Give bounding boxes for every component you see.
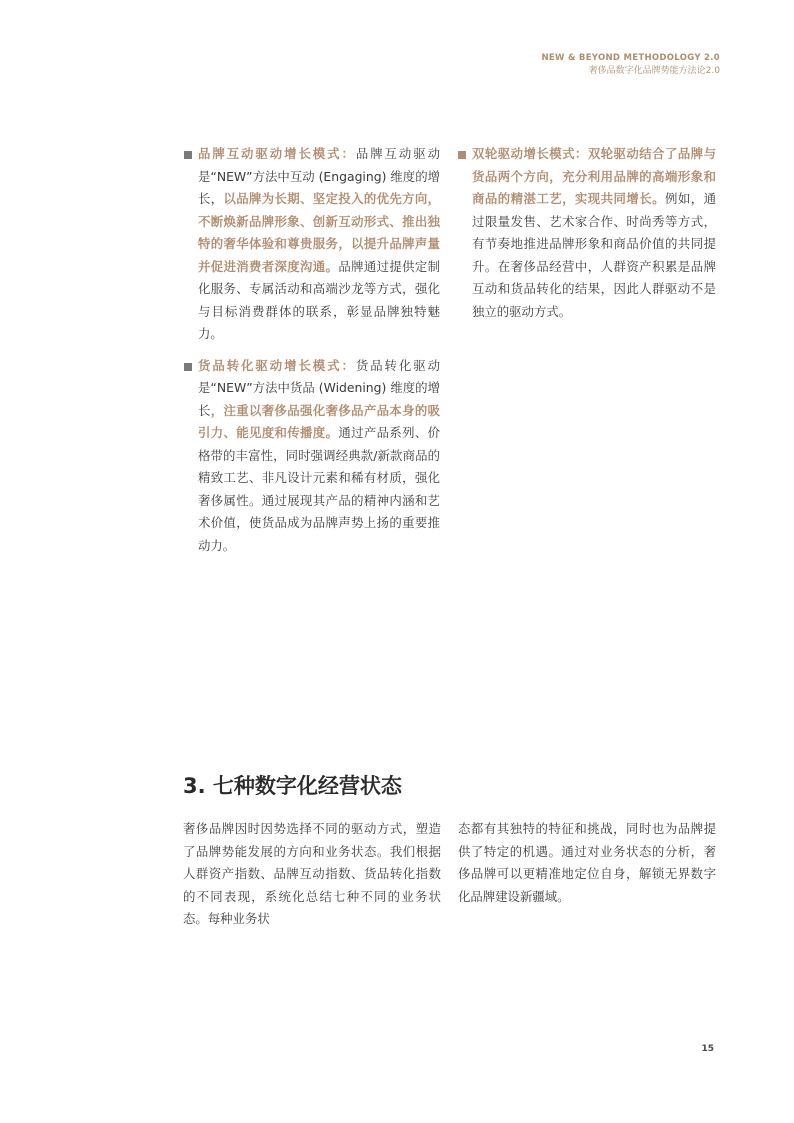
bullet-square-icon	[184, 151, 192, 159]
bullet-body: 品牌通过提供定制化服务、专属活动和高端沙龙等方式，强化与目标消费群体的联系，彰显品牌独特魅力。	[198, 258, 441, 341]
right-column	[458, 143, 716, 323]
header-title-en: NEW & BEYOND METHODOLOGY 2.0	[541, 53, 720, 63]
bullet-body: 例如，通过限量发售、艺术家合作、时尚秀等方式，有节奏地推进品牌形象和商品价值的共同提升。在奢侈品经营中，人群资产积累是品牌互动和货品转化的结果，因此人群驱动不是独立的驱动方式。	[472, 191, 717, 319]
paragraph-text: 态都有其独特的特征和挑战，同时也为品牌提供了特定的机遇。通过对业务状态的分析，奢侈品牌可以更精准地定位自身，解锁无界数字化品牌建设新疆域。	[458, 821, 716, 904]
bullet-highlight: ，注重以奢侈品强化奢侈品产品本身的吸引力、能见度和传播度。	[198, 402, 441, 440]
bullet-dual-wheel	[458, 143, 716, 323]
bullet-product-conversion	[184, 355, 440, 558]
left-column	[184, 143, 440, 557]
bullet-label: 品牌互动驱动增长模式：	[198, 146, 356, 161]
bullet-highlight: 双轮驱动结合了品牌与货品两个方向，充分利用品牌的高端形象和商品的精湛工艺，实现共同增长。	[472, 146, 717, 206]
bullet-square-icon	[184, 363, 192, 371]
bullet-body: 通过产品系列、价格带的丰富性，同时强调经典款/新款商品的精致工艺、非凡设计元素和稀有材质，强化奢侈属性。通过展现其产品的精神内涵和艺术价值，使货品成为品牌声势上扬的重要推动力。	[198, 425, 441, 553]
bullet-label: 双轮驱动增长模式：	[472, 146, 588, 161]
running-header	[541, 52, 720, 78]
header-title-cn: 奢侈品数字化品牌势能方法论2.0	[588, 66, 720, 76]
paragraph-text: 奢侈品牌因时因势选择不同的驱动方式，塑造了品牌势能发展的方向和业务状态。我们根据人群资产指数、品牌互动指数、货品转化指数的不同表现，系统化总结七种不同的业务状态。每种业务状	[183, 821, 441, 926]
bullet-intro: 货品转化驱动是“NEW”方法中货品 (Widening) 维度的增长	[198, 357, 441, 418]
section-paragraph-right	[458, 818, 716, 908]
bullet-square-icon	[458, 151, 466, 159]
bullet-brand-interaction	[184, 143, 440, 346]
page-number: 15	[701, 1044, 714, 1054]
section-title: 3. 七种数字化经营状态	[183, 774, 402, 798]
bullet-label: 货品转化驱动增长模式：	[198, 357, 356, 373]
section-paragraph-left	[183, 818, 441, 931]
bullet-intro: 品牌互动驱动是“NEW”方法中互动 (Engaging) 维度的增长，	[198, 146, 441, 206]
bullet-highlight: 以品牌为长期、坚定投入的优先方向，不断焕新品牌形象、创新互动形式、推出独特的奢华体验和尊贵服务，以提升品牌声量并促进消费者深度沟通。	[198, 191, 441, 274]
